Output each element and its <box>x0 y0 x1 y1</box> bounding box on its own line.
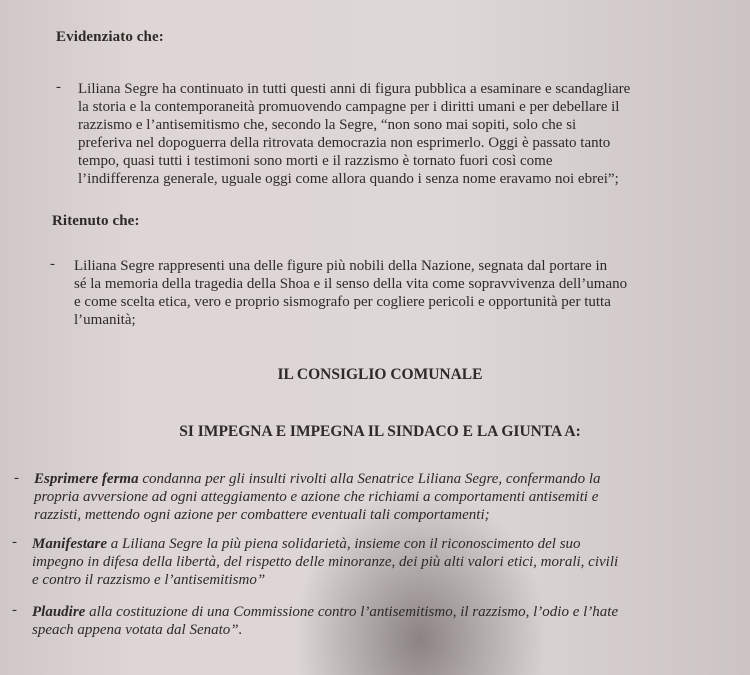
bullet-dash: - <box>12 534 17 550</box>
text-line: razzisti, mettendo ogni azione per combattere eventuali tali comportamenti; <box>34 507 490 523</box>
council-commitment-heading: SI IMPEGNA E IMPEGNA IL SINDACO E LA GIUNTA A: <box>179 423 581 440</box>
text-line: preferiva nel dopoguerra della ritrovata democrazia non esprimerlo. Oggi è passato tanto <box>78 135 611 151</box>
bullet-dash: - <box>50 256 55 272</box>
text-line: la storia e la contemporaneità promuovendo campagne per i diritti umani e per debellare il <box>78 99 620 115</box>
bullet-dash: - <box>12 602 17 618</box>
text-line: Liliana Segre ha continuato in tutti questi anni di figura pubblica a esaminare e scandagliare <box>78 81 631 97</box>
text-line: impegno in difesa della libertà, del rispetto delle minoranze, dei più alti valori etici, morali, civili <box>32 554 619 570</box>
text-line: l’umanità; <box>74 312 136 328</box>
text-line: propria avversione ad ogni atteggiamento e azione che richiami a comportamenti antisemiti e <box>34 489 599 505</box>
commitment-item-1 <box>34 470 724 524</box>
text-line: e come scelta etica, vero e proprio sismografo per cogliere pericoli e opportunità per tutta <box>74 294 611 310</box>
text-line: condanna per gli insulti rivolti alla Senatrice Liliana Segre, confermando la <box>138 471 601 487</box>
text-line: a Liliana Segre la più piena solidarietà, insieme con il riconoscimento del suo <box>107 536 581 552</box>
council-title: IL CONSIGLIO COMUNALE <box>277 366 483 383</box>
paragraph-ritenuto <box>74 257 719 329</box>
commitment-lead: Plaudire <box>32 604 86 620</box>
text-line: speach appena votata dal Senato”. <box>32 622 243 638</box>
paragraph-evidenziato <box>78 80 713 188</box>
text-line: e contro il razzismo e l’antisemitismo” <box>32 572 266 588</box>
text-line: tempo, quasi tutti i testimoni sono morti e il razzismo è tornato fuori così come <box>78 153 553 169</box>
text-line: l’indifferenza generale, uguale oggi come allora quando i senza nome eravamo noi ebrei”; <box>78 171 619 187</box>
text-line: alla costituzione di una Commissione contro l’antisemitismo, il razzismo, l’odio e l’hate <box>85 604 619 620</box>
heading-ritenuto: Ritenuto che: <box>52 213 140 229</box>
commitment-lead: Esprimere ferma <box>34 471 139 487</box>
text-line: sé la memoria della tragedia della Shoa e il senso della vita come sopravvivenza dell’umano <box>74 276 628 292</box>
text-line: Liliana Segre rappresenti una delle figure più nobili della Nazione, segnata dal portare in <box>74 258 608 274</box>
bullet-dash: - <box>56 79 61 95</box>
text-line: razzismo e l’antisemitismo che, secondo la Segre, “non sono mai sopiti, solo che si <box>78 117 577 133</box>
commitment-item-3 <box>32 603 727 639</box>
commitment-lead: Manifestare <box>32 536 107 552</box>
commitment-item-2 <box>32 535 727 589</box>
heading-evidenziato: Evidenziato che: <box>56 29 164 45</box>
bullet-dash: - <box>14 470 19 486</box>
